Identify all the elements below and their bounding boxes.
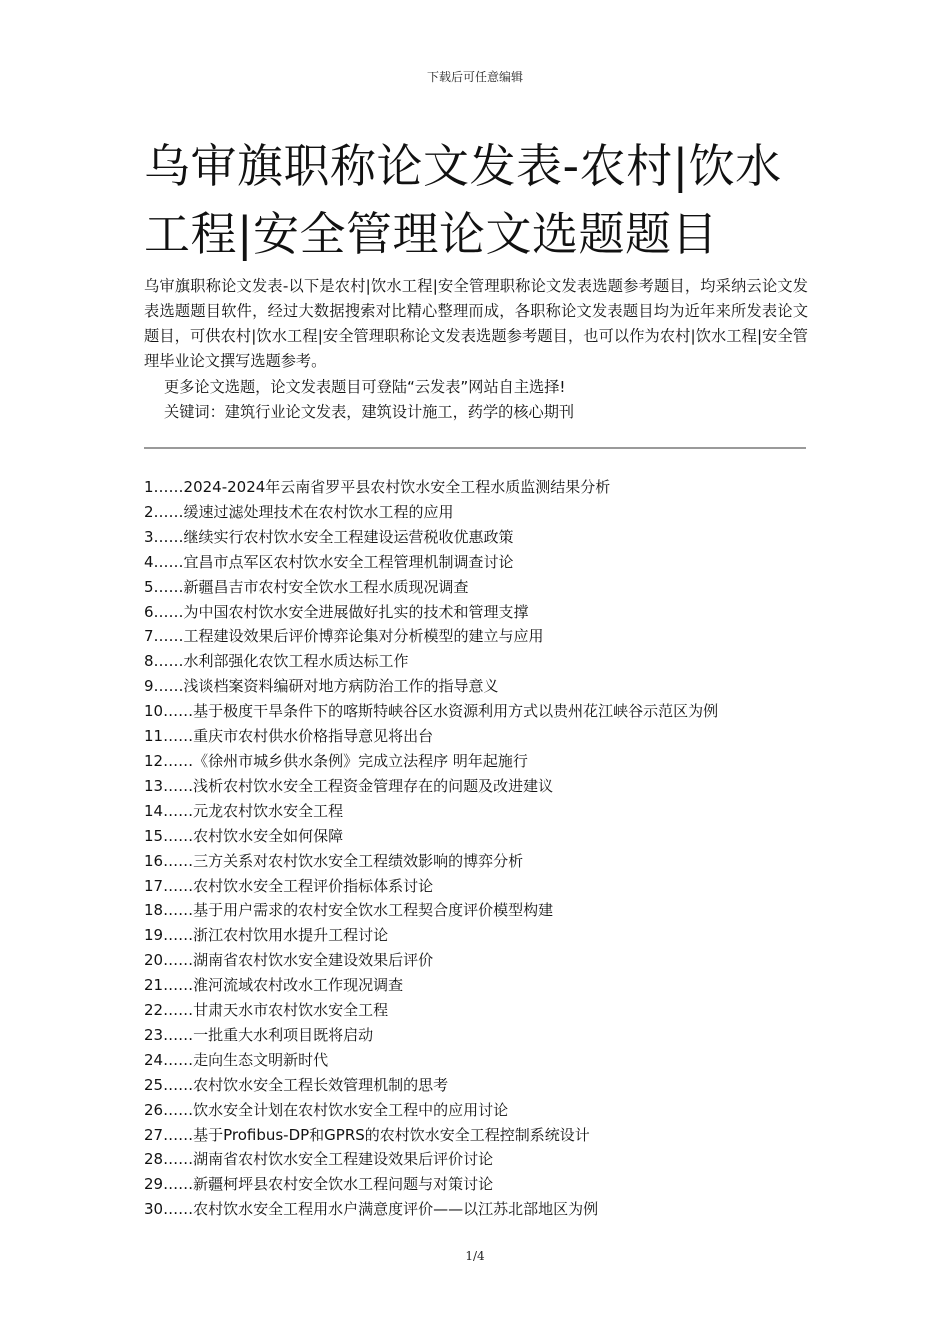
- topic-list: [144, 475, 808, 1222]
- topic-item: 27……基于Profibus-DP和GPRS的农村饮水安全工程控制系统设计: [144, 1125, 590, 1144]
- topic-item: 18……基于用户需求的农村安全饮水工程契合度评价模型构建: [144, 901, 554, 920]
- topic-item: 9……浅谈档案资料编研对地方病防治工作的指导意义: [144, 677, 499, 696]
- section-divider: [144, 447, 806, 449]
- topic-item: 30……农村饮水安全工程用水户满意度评价——以江苏北部地区为例: [144, 1200, 599, 1219]
- topic-item: 15……农村饮水安全如何保障: [144, 826, 344, 845]
- topic-item: 4……宜昌市点军区农村饮水安全工程管理机制调查讨论: [144, 552, 514, 571]
- more-topics-note: 更多论文选题，论文发表题目可登陆“云发表”网站自主选择!: [164, 378, 566, 396]
- topic-item: 23……一批重大水利项目既将启动: [144, 1025, 374, 1044]
- topic-item: 29……新疆柯坪县农村安全饮水工程问题与对策讨论: [144, 1175, 494, 1194]
- topic-item: 10……基于极度干旱条件下的喀斯特峡谷区水资源利用方式以贵州花江峡谷示范区为例: [144, 702, 719, 721]
- topic-item: 7……工程建设效果后评价博弈论集对分析模型的建立与应用: [144, 627, 544, 646]
- topic-item: 11……重庆市农村供水价格指导意见将出台: [144, 727, 434, 746]
- topic-item: 24……走向生态文明新时代: [144, 1050, 329, 1069]
- topic-item: 12……《徐州市城乡供水条例》完成立法程序 明年起施行: [144, 751, 528, 770]
- header-note: 下载后可任意编辑: [426, 70, 523, 84]
- document-title: 乌审旗职称论文发表-农村|饮水工程|安全管理论文选题题目: [144, 139, 782, 261]
- topic-item: 16……三方关系对农村饮水安全工程绩效影响的博弈分析: [144, 851, 524, 870]
- topic-item: 28……湖南省农村饮水安全工程建设效果后评价讨论: [144, 1150, 494, 1169]
- topic-item: 22……甘肃天水市农村饮水安全工程: [144, 1001, 389, 1020]
- topic-item: 3……继续实行农村饮水安全工程建设运营税收优惠政策: [144, 527, 514, 546]
- keywords-line: 关键词：建筑行业论文发表，建筑设计施工，药学的核心期刊: [164, 403, 575, 421]
- topic-item: 13……浅析农村饮水安全工程资金管理存在的问题及改进建议: [144, 776, 554, 795]
- topic-item: 17……农村饮水安全工程评价指标体系讨论: [144, 876, 434, 895]
- topic-item: 14……元龙农村饮水安全工程: [144, 801, 344, 820]
- topic-item: 20……湖南省农村饮水安全建设效果后评价: [144, 951, 434, 970]
- topic-item: 26……饮水安全计划在农村饮水安全工程中的应用讨论: [144, 1100, 509, 1119]
- intro-paragraph: 乌审旗职称论文发表-以下是农村|饮水工程|安全管理职称论文发表选题参考题目，均采纳云论文发表选题题目软件，经过大数据搜索对比精心整理而成，各职称论文发表题目均为近年来所发表论文题目，可供农村|饮水工程|安全管理职称论文发表选题参考题目，也可以作为农村|饮水工程|安全管理毕业论文撰写选题参考。: [144, 277, 808, 370]
- topic-item: 2……缓速过滤处理技术在农村饮水工程的应用: [144, 502, 454, 521]
- topic-item: 8……水利部强化农饮工程水质达标工作: [144, 652, 409, 671]
- topic-item: 19……浙江农村饮用水提升工程讨论: [144, 926, 389, 945]
- topic-item: 1……2024-2024年云南省罗平县农村饮水安全工程水质监测结果分析: [144, 478, 611, 496]
- topic-item: 6……为中国农村饮水安全进展做好扎实的技术和管理支撑: [144, 602, 529, 621]
- topic-item: 25……农村饮水安全工程长效管理机制的思考: [144, 1075, 449, 1094]
- topic-item: 5……新疆昌吉市农村安全饮水工程水质现况调查: [144, 577, 469, 596]
- page-number: 1/4: [465, 1249, 485, 1263]
- topic-item: 21……淮河流域农村改水工作现况调查: [144, 976, 404, 995]
